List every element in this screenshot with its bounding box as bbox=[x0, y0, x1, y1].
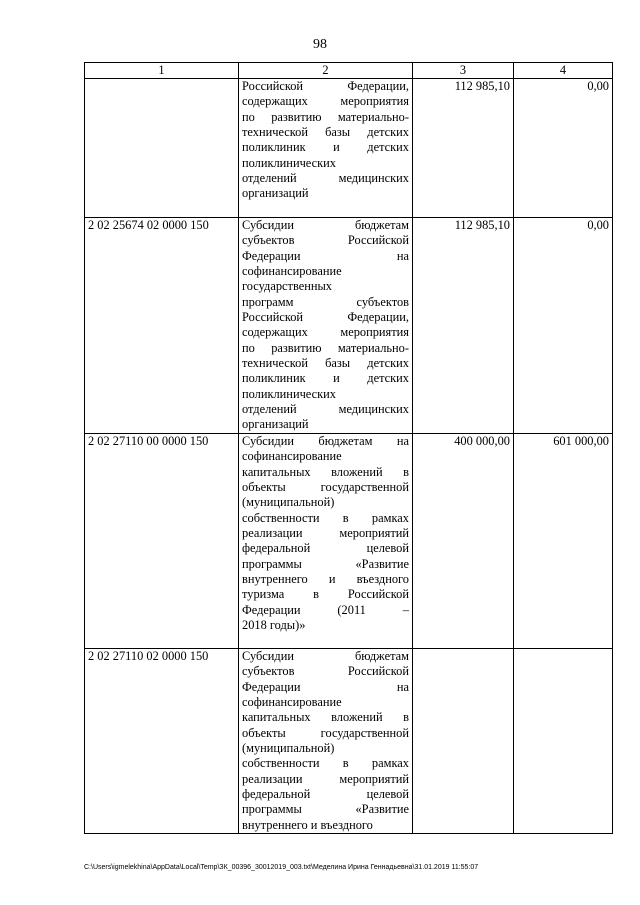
row-value-col3 bbox=[413, 648, 514, 833]
row-value-col4 bbox=[514, 648, 613, 833]
description-line: внутреннего и въездного bbox=[242, 571, 409, 586]
description-line: Федерации на bbox=[242, 679, 409, 694]
description-line: Федерации на bbox=[242, 248, 409, 263]
description-line: Российской Федерации, bbox=[242, 79, 409, 93]
description-line: поликлиник и детских bbox=[242, 140, 409, 155]
description-line: субъектов Российской bbox=[242, 233, 409, 248]
column-header-2: 2 bbox=[239, 63, 413, 79]
description-line: софинансирование bbox=[242, 264, 342, 279]
description-line: (муниципальной) bbox=[242, 740, 335, 755]
row-value-col3: 400 000,00 bbox=[413, 433, 514, 648]
description-line: субъектов Российской bbox=[242, 664, 409, 679]
description-line: программы «Развитие bbox=[242, 802, 409, 817]
row-code: 2 02 25674 02 0000 150 bbox=[85, 218, 239, 434]
table-row bbox=[85, 433, 613, 648]
description-line: объекты государственной bbox=[242, 725, 409, 740]
description-line: (муниципальной) bbox=[242, 495, 335, 510]
description-line: внутреннего и въездного bbox=[242, 817, 373, 832]
description-line: программ субъектов bbox=[242, 294, 409, 309]
row-code bbox=[85, 79, 239, 218]
description-line: собственности в рамках bbox=[242, 510, 409, 525]
description-line: технической базы детских bbox=[242, 356, 409, 371]
description-line: содержащих мероприятия bbox=[242, 325, 409, 340]
description-line: Субсидии бюджетам bbox=[242, 218, 409, 232]
description-line: технической базы детских bbox=[242, 125, 409, 140]
row-description bbox=[239, 433, 413, 648]
description-line: Субсидии бюджетам bbox=[242, 648, 409, 663]
description-line: отделений медицинских bbox=[242, 402, 409, 417]
row-description bbox=[239, 648, 413, 833]
description-line: Субсидии бюджетам на bbox=[242, 433, 409, 448]
description-line: Российской Федерации, bbox=[242, 310, 409, 325]
column-header-3: 3 bbox=[413, 63, 514, 79]
description-line: поликлинических bbox=[242, 155, 336, 170]
description-line: федеральной целевой bbox=[242, 786, 409, 801]
description-line: туризма в Российской bbox=[242, 587, 409, 602]
description-line: поликлиник и детских bbox=[242, 371, 409, 386]
table-header-row bbox=[85, 63, 613, 79]
row-value-col3: 112 985,10 bbox=[413, 218, 514, 434]
description-line: по развитию материально- bbox=[242, 340, 409, 355]
description-line: 2018 годы)» bbox=[242, 617, 306, 632]
description-line: программы «Развитие bbox=[242, 556, 409, 571]
description-line: организаций bbox=[242, 186, 309, 201]
column-header-4: 4 bbox=[514, 63, 613, 79]
description-line: по развитию материально- bbox=[242, 109, 409, 124]
table-row bbox=[85, 79, 613, 218]
description-line: Федерации (2011 – bbox=[242, 602, 409, 617]
table-row bbox=[85, 218, 613, 434]
description-line: отделений медицинских bbox=[242, 171, 409, 186]
column-header-1: 1 bbox=[85, 63, 239, 79]
row-value-col3: 112 985,10 bbox=[413, 79, 514, 218]
description-line: софинансирование bbox=[242, 694, 342, 709]
page-number: 98 bbox=[313, 37, 327, 52]
description-line: реализации мероприятий bbox=[242, 771, 409, 786]
description-line: софинансирование bbox=[242, 449, 342, 464]
description-line: федеральной целевой bbox=[242, 541, 409, 556]
row-code: 2 02 27110 00 0000 150 bbox=[85, 433, 239, 648]
row-description bbox=[239, 79, 413, 218]
description-line: поликлинических bbox=[242, 386, 336, 401]
description-line: содержащих мероприятия bbox=[242, 94, 409, 109]
row-value-col4: 0,00 bbox=[514, 79, 613, 218]
row-value-col4: 601 000,00 bbox=[514, 433, 613, 648]
row-value-col4: 0,00 bbox=[514, 218, 613, 434]
description-line: организаций bbox=[242, 417, 309, 432]
description-line: собственности в рамках bbox=[242, 756, 409, 771]
row-code: 2 02 27110 02 0000 150 bbox=[85, 648, 239, 833]
description-line: реализации мероприятий bbox=[242, 525, 409, 540]
description-line: государственных bbox=[242, 279, 333, 294]
description-line: капитальных вложений в bbox=[242, 710, 409, 725]
description-line: объекты государственной bbox=[242, 479, 409, 494]
table-row bbox=[85, 648, 613, 833]
row-description bbox=[239, 218, 413, 434]
description-line: капитальных вложений в bbox=[242, 464, 409, 479]
budget-table bbox=[84, 62, 613, 834]
footer-file-path: C:\Users\igmelekhina\AppData\Local\Temp\ЗК_00396_30012019_003.txt\Меделина Ирина Геннадьевна\31.01.2019 11:55:07 bbox=[84, 864, 479, 871]
